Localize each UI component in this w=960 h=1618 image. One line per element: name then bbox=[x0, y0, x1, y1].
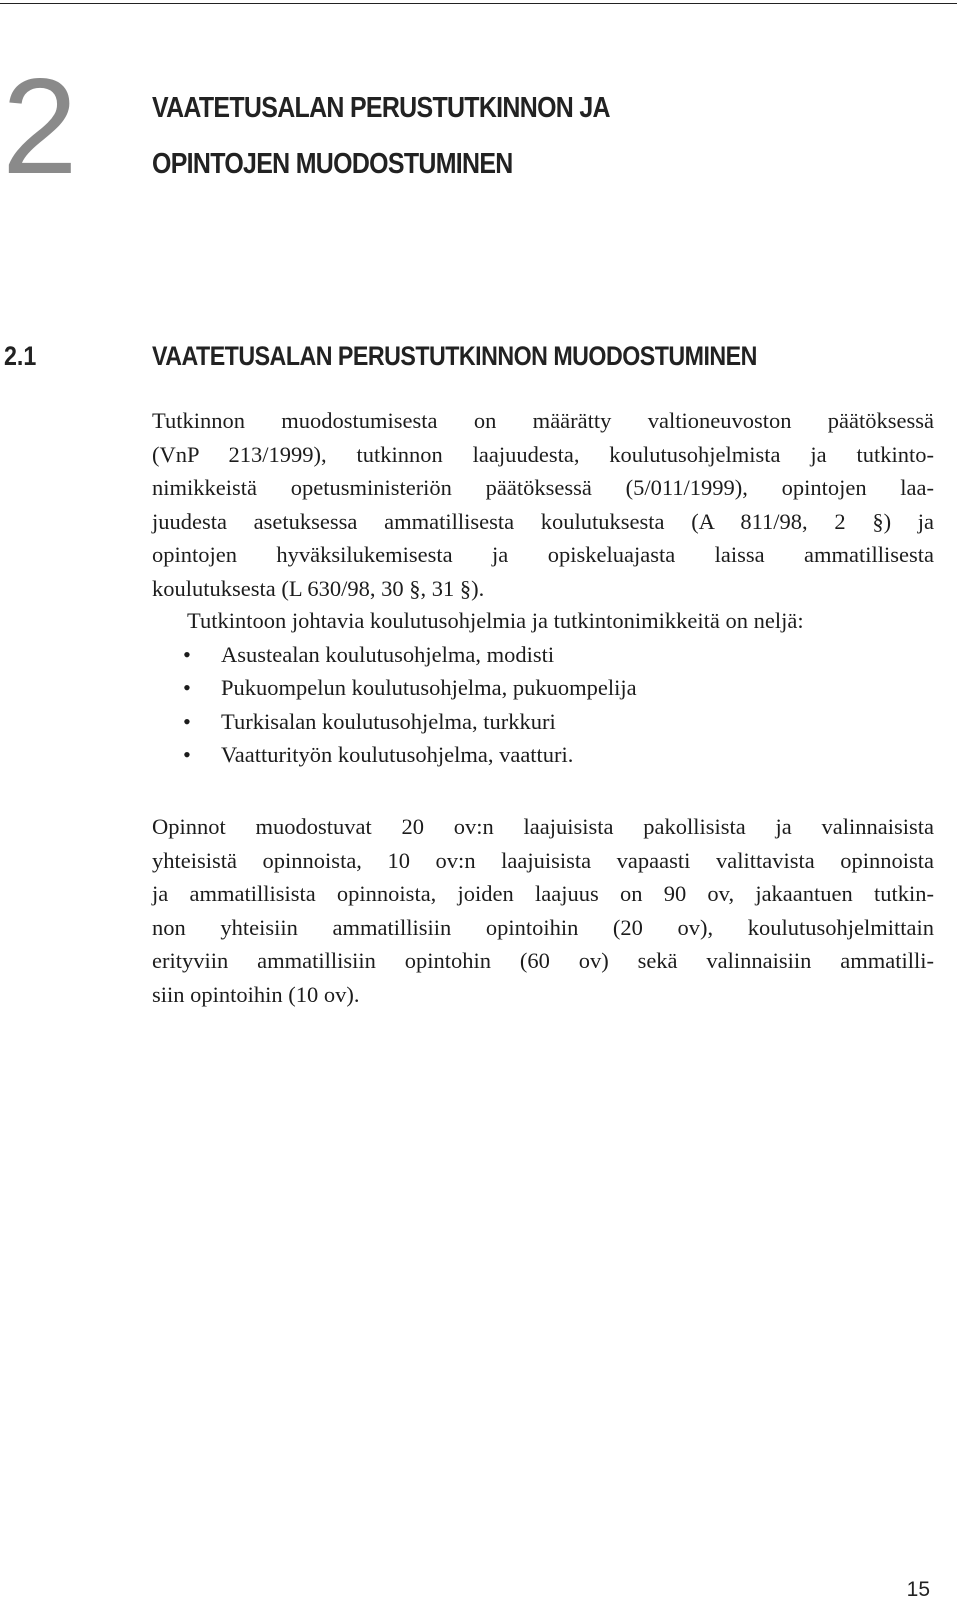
paragraph-line: koulutuksesta (L 630/98, 30 §, 31 §). bbox=[152, 575, 485, 601]
paragraph-line: opintojen hyväksilukemisesta ja opiskeluajasta laissa ammatillisesta bbox=[152, 542, 934, 568]
page-number: 15 bbox=[906, 1578, 930, 1601]
programmes-intro: Tutkintoon johtavia koulutusohjelmia ja tutkintonimikkeitä on neljä: bbox=[187, 608, 804, 633]
paragraph-credits bbox=[152, 810, 934, 1012]
chapter-title-line: OPINTOJEN MUODOSTUMINEN bbox=[152, 148, 513, 180]
list-item-text: Vaatturityön koulutusohjelma, vaatturi. bbox=[221, 742, 574, 768]
section-title: VAATETUSALAN PERUSTUTKINNON MUODOSTUMINEN bbox=[152, 341, 757, 371]
section-number: 2.1 bbox=[4, 341, 37, 371]
paragraph-line: ja ammatillisista opinnoista, joiden laajuus on 90 ov, jakaantuen tutkin- bbox=[152, 881, 934, 907]
paragraph-line: Opinnot muodostuvat 20 ov:n laajuisista pakollisista ja valinnaisista bbox=[152, 814, 934, 839]
list-item bbox=[152, 705, 934, 739]
programme-list bbox=[152, 638, 934, 772]
list-item bbox=[152, 738, 934, 772]
paragraph-line: non yhteisiin ammatillisiin opintoihin (20 ov), koulutusohjelmittain bbox=[152, 914, 934, 940]
paragraph-line: Tutkinnon muodostumisesta on määrätty valtioneuvoston päätöksessä bbox=[152, 408, 934, 433]
paragraph-line: erityviin ammatillisiin opintohin (60 ov) sekä valinnaisiin ammatilli- bbox=[152, 948, 934, 974]
list-item bbox=[152, 671, 934, 705]
list-item-text: Turkisalan koulutusohjelma, turkkuri bbox=[221, 708, 556, 734]
top-rule bbox=[0, 3, 957, 4]
chapter-title-line: VAATETUSALAN PERUSTUTKINNON JA bbox=[152, 92, 610, 124]
paragraph-line: juudesta asetuksessa ammatillisesta koulutuksesta (A 811/98, 2 §) ja bbox=[152, 508, 934, 534]
paragraph-line: (VnP 213/1999), tutkinnon laajuudesta, koulutusohjelmista ja tutkinto- bbox=[152, 441, 934, 467]
list-item-text: Asustealan koulutusohjelma, modisti bbox=[221, 641, 555, 667]
paragraph-line: siin opintoihin (10 ov). bbox=[152, 981, 360, 1007]
chapter-number: 2 bbox=[2, 50, 76, 202]
list-item bbox=[152, 638, 934, 672]
paragraph-line: yhteisistä opinnoista, 10 ov:n laajuisista vapaasti valittavista opinnoista bbox=[152, 847, 934, 873]
paragraph-legislation bbox=[152, 404, 934, 606]
bullet-icon: • bbox=[183, 742, 191, 768]
bullet-icon: • bbox=[183, 641, 191, 667]
bullet-icon: • bbox=[183, 708, 191, 734]
chapter-title bbox=[152, 80, 771, 192]
bullet-icon: • bbox=[183, 675, 191, 701]
paragraph-programmes bbox=[152, 604, 934, 772]
paragraph-line: nimikkeistä opetusministeriön päätöksessä (5/011/1999), opintojen laa- bbox=[152, 475, 934, 501]
list-item-text: Pukuompelun koulutusohjelma, pukuompelija bbox=[221, 675, 637, 701]
